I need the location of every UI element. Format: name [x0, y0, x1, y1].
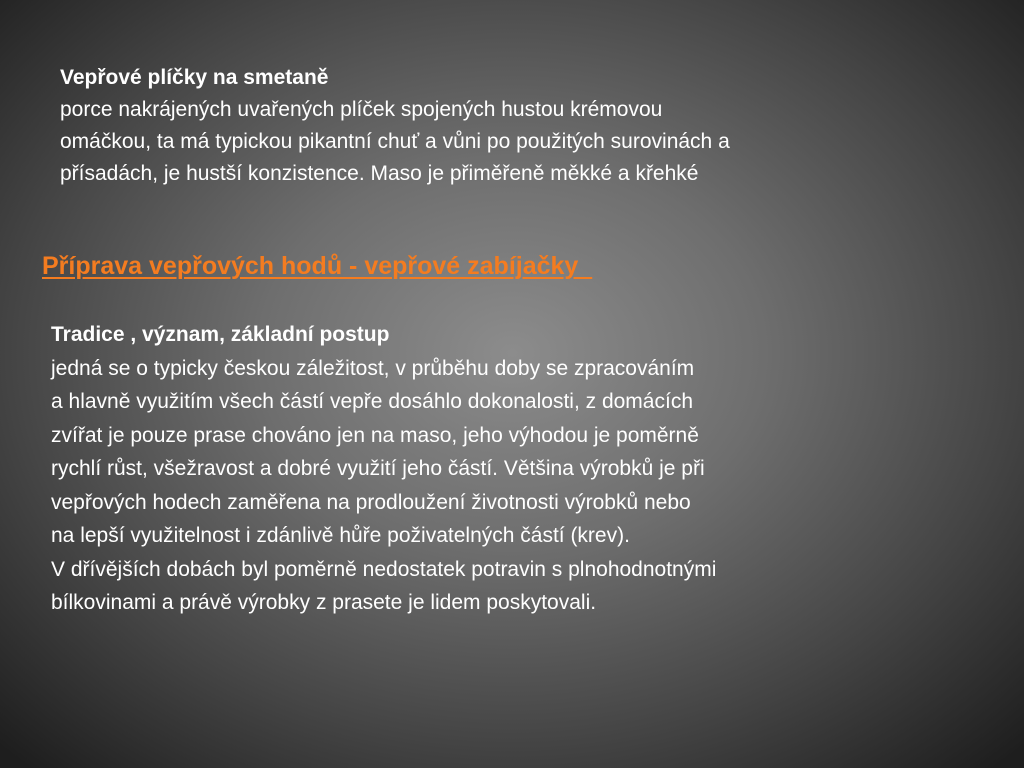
section-tradice-line: jedná se o typicky českou záležitost, v průběhu doby se zpracováním — [51, 356, 695, 380]
section-plicky-line: přísadách, je hustší konzistence. Maso je přiměřeně měkké a křehké — [60, 162, 699, 185]
section-plicky-title: Vepřové plíčky na smetaně — [60, 66, 329, 89]
section-tradice-line: zvířat je pouze prase chováno jen na maso, jeho výhodou je poměrně — [51, 423, 699, 447]
section-plicky — [60, 62, 1000, 190]
section-tradice-line: rychlí růst, všežravost a dobré využití jeho částí. Většina výrobků je při — [51, 457, 705, 480]
section-tradice-line: na lepší využitelnost i zdánlivě hůře poživatelných částí (krev). — [51, 524, 630, 547]
section-tradice-line: a hlavně využitím všech částí vepře dosáhlo dokonalosti, z domácích — [51, 390, 693, 413]
section-tradice-title: Tradice , význam, základní postup — [51, 323, 390, 346]
section-tradice — [51, 318, 1011, 620]
section-plicky-line: porce nakrájených uvařených plíček spojených hustou krémovou — [60, 98, 663, 121]
zabijacky-link[interactable]: Příprava vepřových hodů - vepřové zabíjačky — [42, 252, 593, 280]
section-tradice-line: V dřívějších dobách byl poměrně nedostatek potravin s plnohodnotnými — [51, 557, 717, 581]
section-tradice-line: bílkovinami a právě výrobky z prasete je lidem poskytovali. — [51, 591, 597, 614]
section-plicky-line: omáčkou, ta má typickou pikantní chuť a vůni po použitých surovinách a — [60, 130, 730, 153]
section-tradice-line: vepřových hodech zaměřena na prodloužení životnosti výrobků nebo — [51, 490, 691, 514]
